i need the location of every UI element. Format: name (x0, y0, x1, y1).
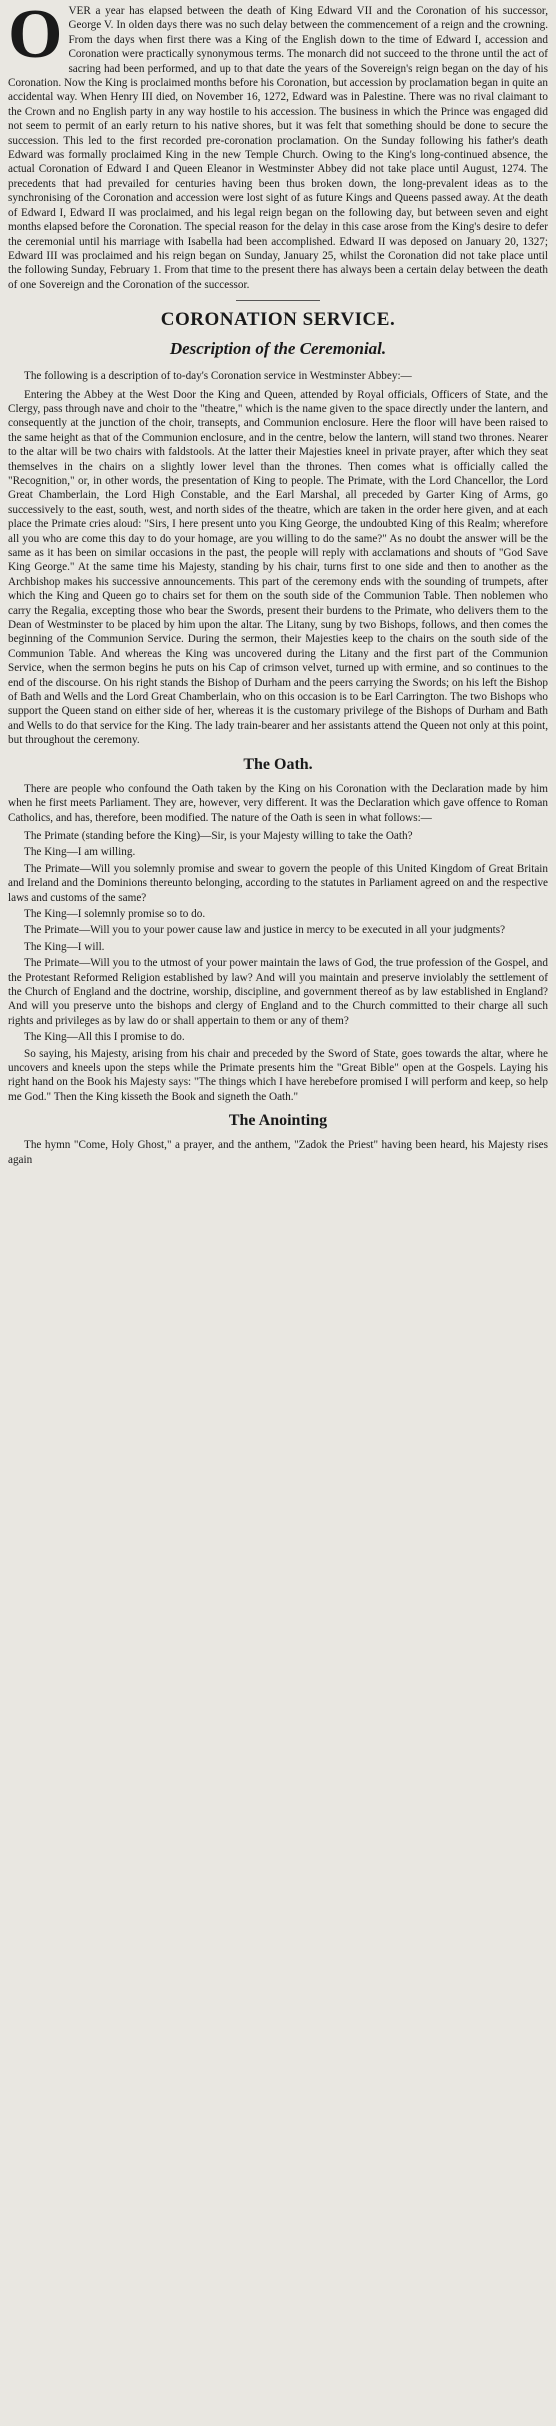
oath-heading: The Oath. (243, 755, 313, 773)
dialogue-line: The Primate (standing before the King)—Sir, is your Majesty willing to take the Oath? (24, 829, 413, 842)
intro-paragraph (8, 0, 548, 292)
intro-article (8, 0, 548, 292)
service-paragraph-1: The following is a description of to-day's Coronation service in Westminster Abbey:— (24, 370, 412, 383)
anointing-paragraph-1: The hymn "Come, Holy Ghost," a prayer, and the anthem, "Zadok the Priest" having been heard, his Majesty rises again (8, 1139, 548, 1166)
oath-paragraph-1: There are people who confound the Oath taken by the King on his Coronation with the Declaration made by him when he first meets Parliament. They are, however, very different. It was the Declaration which gave offence to Roman Catholics, and has, therefore, been modified. The nature of the Oath is seen in what follows:— (8, 782, 548, 824)
dialogue-line: The King—I will. (24, 940, 105, 953)
dialogue-line: The King—I solemnly promise so to do. (24, 907, 206, 920)
intro-text: VER a year has elapsed between the death of King Edward VII and the Coronation of his successor, George V. In olden days there was no such delay between the commencement of a reign and the crowning. From the days when first there was a King of the English down to the time of Edward I, accession and Coronation were practically synonymous terms. The monarch did not succeed to the throne until the act of sacring had been performed, and up to that date the years of the Sovereign's reign began on the day of his Coronation. Now the King is proclaimed months before his Coronation, but accession by proclamation began in quite an accidental way. When Henry III died, on November 16, 1272, Edward was in Palestine. There was no rival claimant to the Crown and no English party in any way hostile to his accession. The business in which the Prince was engaged did not seem to permit of an early return to his native shores, but it was felt that something should be done to secure the succession. This led to the first recorded pre-coronation proclamation. On the Sunday following his father's death Edward was formally proclaimed King in the new Temple Church. Owing to the King's long-continued absence, the actual Coronation of Edward I and Queen Eleanor in Westminster Abbey did not take place until August, 1274. The precedents that had prevailed for centuries having been thus broken down, the long-prevalent ideas as to the synchronising of the Coronation and accession were lost sight of as future Kings and Queens passed away. At the death of Edward I, Edward II was proclaimed, and his legal reign began on the following day, but between seven and eight months elapsed before the Coronation. The special reason for the delay in this case arose from the King's desire to defer the ceremonial until his marriage with Isabella had been accomplished. Edward II was deposed on January 20, 1327; Edward III was proclaimed and his reign began on Sunday, January 25, whilst the Coronation did not take place until the following Sunday, February 1. From that time to the present there has always been a certain delay between the death of one Sovereign and the Coronation of the successor. (8, 5, 548, 291)
service-paragraph-2: Entering the Abbey at the West Door the King and Queen, attended by Royal officials, Officers of State, and the Clergy, pass through nave and choir to the "theatre," which is the name given to the space directly under the lantern, and consequently at the junction of the choir, transepts, and Communion enclosure. Here the floor will have been raised to the same height as that of the Communion enclosure, and in the centre, below the lantern, will stand two thrones. Nearer to the altar will be two chairs with faldstools. At the latter their Majesties kneel in private prayer, after which they seat themselves in the chairs on a slightly lower level than the thrones. Then comes what is officially called the "Recognition," or, in other words, the presentation of King to people. The Primate, with the Lord Chancellor, the Lord Great Chamberlain, the Lord High Constable, and the Earl Marshal, all preceded by Garter King of Arms, go successively to the east, south, west, and north sides of the theatre, which are taken in the order here given, and at each place the Primate cries aloud: "Sirs, I here present unto you King George, the undoubted King of this Realm; wherefore all you who are come this day to do your homage, are you willing to do the same?" As no doubt the answer will be the same as it has been on similar occasions in the past, the people will reply with acclamations and shouts of "God Save King George." At the same time his Majesty, standing by his chair, turns first to one side and then to another as the Archbishop makes his successive announcements. This part of the ceremony ends with the sounding of trumpets, after which the King and Queen go to chairs set for them on the south side of the Communion Table. Then noblemen who carry the Regalia, excepting those who bear the Swords, present their burdens to the Primate, who delivers them to the Dean of Westminster to be placed by him upon the altar. The Litany, sung by two Bishops, follows, and then comes the beginning of the Communion Service. During the sermon, their Majesties keep to the chairs on the south side of the Communion Table. And whereas the King was uncovered during the Litany and the first part of the Communion Service, when the sermon begins he puts on his Cap of crimson velvet, turned up with ermine, and so continues to the end of the discourse. On his right stands the Bishop of Durham and the peers carrying the Swords; on his left the Bishop of Bath and Wells and the Lord Great Chamberlain, who on this occasion is to be Earl Carrington. The two Bishops who support the Queen stand on either side of her, whereas it is the customary privilege of the Bishops of Durham and Bath and Wells to do that service for the King. The lady train-bearer and her assistants attend the Queen not only at this point, but throughout the ceremony. (8, 388, 548, 747)
section-divider (236, 300, 320, 301)
oath-dialogue (8, 829, 548, 1045)
dialogue-line: The Primate—Will you solemnly promise and swear to govern the people of this United Kingdom of Great Britain and Ireland and the Dominions thereunto belonging, according to the statutes in Parliament agreed on and the respective laws and customs of the same? (8, 862, 548, 904)
dialogue-line: The Primate—Will you to your power cause law and justice in mercy to be executed in all your judgments? (24, 924, 506, 937)
anointing-text-cut (8, 1138, 548, 1172)
coronation-service-heading: CORONATION SERVICE. (160, 309, 396, 331)
dialogue-line: The King—I am willing. (24, 846, 136, 859)
oath-paragraph-2: So saying, his Majesty, arising from his chair and preceded by the Sword of State, goes towards the altar, where he uncovers and kneels upon the steps while the Primate presents him the "Great Bible" open at the Gospels. Laying his right hand on the Book his Majesty says: "The things which I have herebefore promised I will perform and keep, so help me God." Then the King kisseth the Book and signeth the Oath." (8, 1047, 548, 1103)
ceremonial-subheading: Description of the Ceremonial. (169, 339, 387, 359)
anointing-heading: The Anointing (228, 1112, 328, 1130)
dialogue-line: The Primate—Will you to the utmost of your power maintain the laws of God, the true profession of the Gospel, and the Protestant Reformed Religion established by law? And will you maintain and preserve inviolably the settlement of the Church of England and the doctrine, worship, discipline, and government thereof as by law established in England? And will you preserve unto the bishops and clergy of England and to the Church committed to their charge all such rights and privileges as by law do or shall appertain to them or any of them? (8, 957, 548, 1027)
drop-cap: O (8, 0, 63, 73)
dialogue-line: The King—All this I promise to do. (24, 1031, 185, 1044)
